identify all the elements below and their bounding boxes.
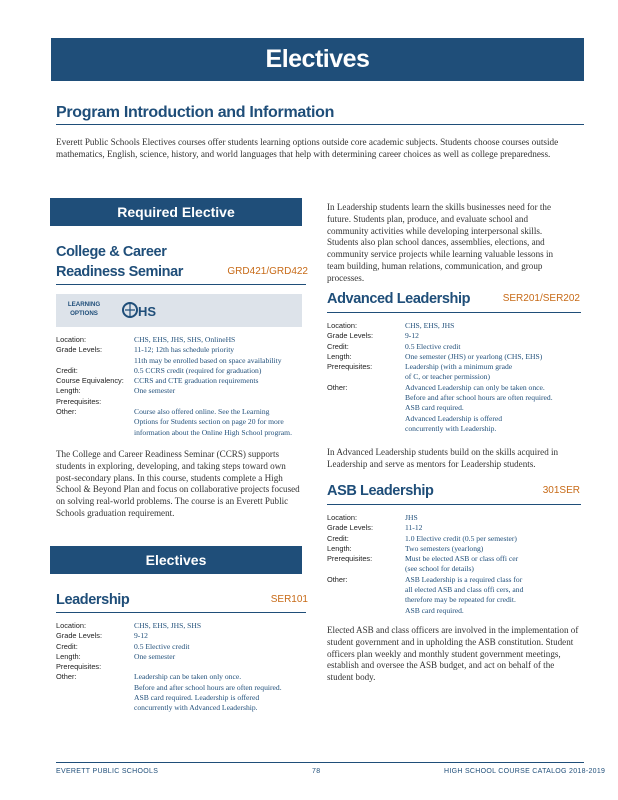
detail-value-line: Advanced Leadership can only be taken once. — [405, 382, 545, 392]
footer-catalog: HIGH SCHOOL COURSE CATALOG 2018-2019 — [444, 768, 606, 775]
detail-label: Prerequisites: — [327, 362, 373, 372]
detail-value — [134, 642, 306, 652]
detail-label: Location: — [56, 621, 86, 630]
detail-row — [327, 544, 581, 554]
detail-label: Other: — [56, 672, 77, 682]
ccr-description: The College and Career Readiness Seminar (CCRS) supports students in exploring, developing, and taking steps toward own post-secondary plans. In this course, students complete a High School & Beyond Plan and focus on collaborative projects focused on solving real-world problems. The course is an Everett Public Schools graduation requirement. — [56, 449, 300, 518]
detail-row — [327, 352, 581, 362]
detail-row — [56, 376, 306, 386]
detail-label: Other: — [327, 574, 348, 584]
detail-value — [134, 386, 306, 396]
detail-value-line: Advanced Leadership is offered — [405, 413, 503, 423]
detail-value — [134, 672, 306, 713]
ccr-title-line1: College & Career — [56, 244, 167, 260]
detail-value — [405, 331, 581, 341]
detail-label: Length: — [56, 651, 81, 661]
detail-row — [56, 366, 306, 376]
detail-label: Other: — [56, 407, 77, 417]
detail-row — [327, 362, 581, 383]
ccr-course-code: GRD421/GRD422 — [227, 266, 308, 277]
detail-label: Prerequisites: — [56, 396, 102, 406]
svg-text:HS: HS — [138, 304, 156, 319]
detail-value-line: One semester — [134, 651, 176, 661]
detail-label: Grade Levels: — [56, 631, 103, 641]
detail-value-line: Leadership (with a minimum grade — [405, 362, 513, 372]
detail-value-line: One semester (JHS) or yearlong (CHS, EHS) — [405, 351, 543, 361]
detail-value — [405, 513, 581, 523]
detail-row — [327, 554, 581, 575]
detail-value-line: ASB card required. — [405, 605, 464, 615]
detail-row — [56, 672, 306, 713]
detail-label: Course Equivalency: — [56, 376, 124, 386]
detail-value — [134, 662, 306, 672]
required-elective-bar: Required Elective — [50, 198, 302, 226]
detail-value-line: 0.5 CCRS credit (required for graduation) — [134, 365, 262, 375]
ccr-title-line2: Readiness Seminar — [56, 264, 183, 280]
detail-value-line: ASB Leadership is a required class for — [405, 574, 523, 584]
detail-value-line: Course also offered online. See the Learning — [134, 407, 270, 417]
detail-value-line: 11th may be enrolled based on space availability — [134, 355, 282, 365]
detail-value-line: concurrently with Leadership. — [405, 423, 497, 433]
detail-label: Location: — [56, 335, 86, 344]
detail-value — [134, 397, 306, 407]
advanced-leadership-course-code: SER201/SER202 — [502, 293, 580, 304]
footer-school: EVERETT PUBLIC SCHOOLS — [56, 768, 159, 775]
detail-value-line: CCRS and CTE graduation requirements — [134, 376, 259, 386]
detail-value — [405, 352, 581, 362]
detail-value-line: (see school for details) — [405, 564, 474, 574]
detail-value-line: Leadership can be taken only once. — [134, 672, 242, 682]
advanced-leadership-details — [327, 321, 581, 434]
detail-value — [134, 345, 306, 366]
page-banner: Electives — [51, 38, 584, 81]
detail-row — [56, 662, 306, 672]
detail-value-line — [134, 662, 306, 672]
detail-value-line: Two semesters (yearlong) — [405, 543, 484, 553]
intro-paragraph: Everett Public Schools Electives courses offer students learning options outside core academic subjects. Students choose courses outside mathematics, English, science, history, and world languages that help with determining career choices as well as college preparedness. — [56, 137, 559, 160]
detail-value — [405, 383, 581, 434]
detail-row — [56, 335, 306, 345]
detail-value-line: Options for Students section on page 20 for more — [134, 417, 284, 427]
detail-label: Location: — [327, 513, 357, 522]
detail-label: Grade Levels: — [56, 345, 103, 355]
advanced-leadership-description: In Advanced Leadership students build on the skills acquired in Leadership and serve as mentors for Leadership students. — [327, 447, 559, 469]
detail-value — [405, 554, 581, 575]
detail-value-line: ASB card required. — [405, 403, 464, 413]
detail-value — [134, 621, 306, 631]
electives-bar: Electives — [50, 546, 302, 574]
detail-value-line: ASB card required. Leadership is offered — [134, 693, 260, 703]
asb-leadership-rule — [327, 504, 581, 505]
leadership-details — [56, 621, 306, 714]
footer-rule — [56, 762, 584, 763]
detail-value — [134, 376, 306, 386]
detail-row — [56, 397, 306, 407]
detail-value-line: 0.5 Elective credit — [405, 341, 461, 351]
detail-value-line: 11-12 — [405, 523, 423, 533]
detail-value-line: all elected ASB and class offi cers, and — [405, 585, 524, 595]
detail-value-line: of C, or teacher permission) — [405, 372, 490, 382]
detail-value — [134, 631, 306, 641]
detail-row — [327, 342, 581, 352]
detail-label: Length: — [327, 543, 352, 553]
detail-value — [405, 523, 581, 533]
detail-row — [56, 621, 306, 631]
asb-leadership-course-code: 301SER — [542, 485, 580, 496]
asb-leadership-title: ASB Leadership — [327, 483, 434, 499]
detail-value-line: 9-12 — [405, 331, 419, 341]
detail-label: Grade Levels: — [327, 523, 374, 533]
detail-row — [56, 631, 306, 641]
section-title: Program Introduction and Information — [56, 104, 335, 121]
detail-value-line: therefore may be repeated for credit. — [405, 595, 516, 605]
detail-label: Other: — [327, 382, 348, 392]
leadership-rule — [56, 612, 306, 613]
detail-row — [327, 575, 581, 616]
detail-value — [405, 544, 581, 554]
detail-value-line: 0.5 Elective credit — [134, 641, 190, 651]
learning-options-label: LEARNING OPTIONS — [67, 301, 101, 317]
detail-value-line: CHS, EHS, JHS, SHS — [134, 621, 202, 630]
detail-value-line: CHS, EHS, JHS — [405, 321, 455, 330]
asb-leadership-description: Elected ASB and class officers are involved in the implementation of student government and in upholding the ASB constitution. Student officers plan weekly and monthly student government meetings, establish and oversee the ASB budget, and act on behalf of the student body. — [327, 625, 579, 683]
leadership-title: Leadership — [56, 592, 130, 608]
learning-options-box — [56, 294, 302, 327]
detail-value-line: 1.0 Elective credit (0.5 per semester) — [405, 533, 517, 543]
ccr-details — [56, 335, 306, 438]
detail-label: Location: — [327, 321, 357, 330]
detail-row — [56, 386, 306, 396]
detail-row — [327, 513, 581, 523]
section-rule — [56, 124, 584, 125]
detail-label: Grade Levels: — [327, 331, 374, 341]
detail-label: Prerequisites: — [56, 662, 102, 672]
detail-value — [405, 575, 581, 616]
detail-value-line: 11-12; 12th has schedule priority — [134, 345, 235, 355]
detail-label: Credit: — [327, 341, 349, 351]
detail-row — [56, 345, 306, 366]
detail-label: Credit: — [327, 533, 349, 543]
detail-row — [327, 523, 581, 533]
detail-value-line — [134, 397, 306, 407]
detail-label: Credit: — [56, 641, 78, 651]
detail-label: Credit: — [56, 365, 78, 375]
leadership-course-code: SER101 — [270, 594, 308, 605]
detail-row — [327, 383, 581, 434]
detail-row — [56, 642, 306, 652]
detail-label: Length: — [56, 386, 81, 396]
advanced-leadership-rule — [327, 312, 581, 313]
asb-leadership-details — [327, 513, 581, 616]
detail-value-line: 9-12 — [134, 631, 148, 641]
detail-row — [327, 534, 581, 544]
leadership-description: In Leadership students learn the skills businesses need for the future. Students plan, produce, and evaluate school and community activities while developing interpersonal skills. Students also plan school dances, assemblies, elections, and community service projects while learning valuable lessons in team building, human relations, communication, and group processes. — [327, 202, 554, 283]
detail-value — [405, 534, 581, 544]
detail-value-line: information about the Online High School program. — [134, 427, 292, 437]
ccr-rule — [56, 284, 306, 285]
detail-row — [327, 331, 581, 341]
detail-value — [405, 342, 581, 352]
detail-value-line: Before and after school hours are often required. — [134, 682, 282, 692]
detail-value — [134, 407, 306, 438]
detail-value-line: CHS, EHS, JHS, SHS, OnlineHS — [134, 335, 236, 344]
detail-value-line: JHS — [405, 513, 418, 522]
detail-value-line: Must be elected ASB or class offi cer — [405, 554, 519, 564]
detail-row — [56, 652, 306, 662]
detail-value — [405, 362, 581, 383]
detail-label: Prerequisites: — [327, 554, 373, 564]
online-hs-logo-icon — [122, 299, 156, 321]
detail-row — [327, 321, 581, 331]
footer-page-number: 78 — [312, 768, 321, 775]
detail-value-line: concurrently with Advanced Leadership. — [134, 703, 258, 713]
advanced-leadership-title: Advanced Leadership — [327, 291, 471, 307]
detail-value-line: Before and after school hours are often required. — [405, 393, 553, 403]
detail-value-line: One semester — [134, 386, 176, 396]
detail-row — [56, 407, 306, 438]
detail-value — [405, 321, 581, 331]
detail-value — [134, 335, 306, 345]
detail-value — [134, 652, 306, 662]
detail-value — [134, 366, 306, 376]
detail-label: Length: — [327, 351, 352, 361]
